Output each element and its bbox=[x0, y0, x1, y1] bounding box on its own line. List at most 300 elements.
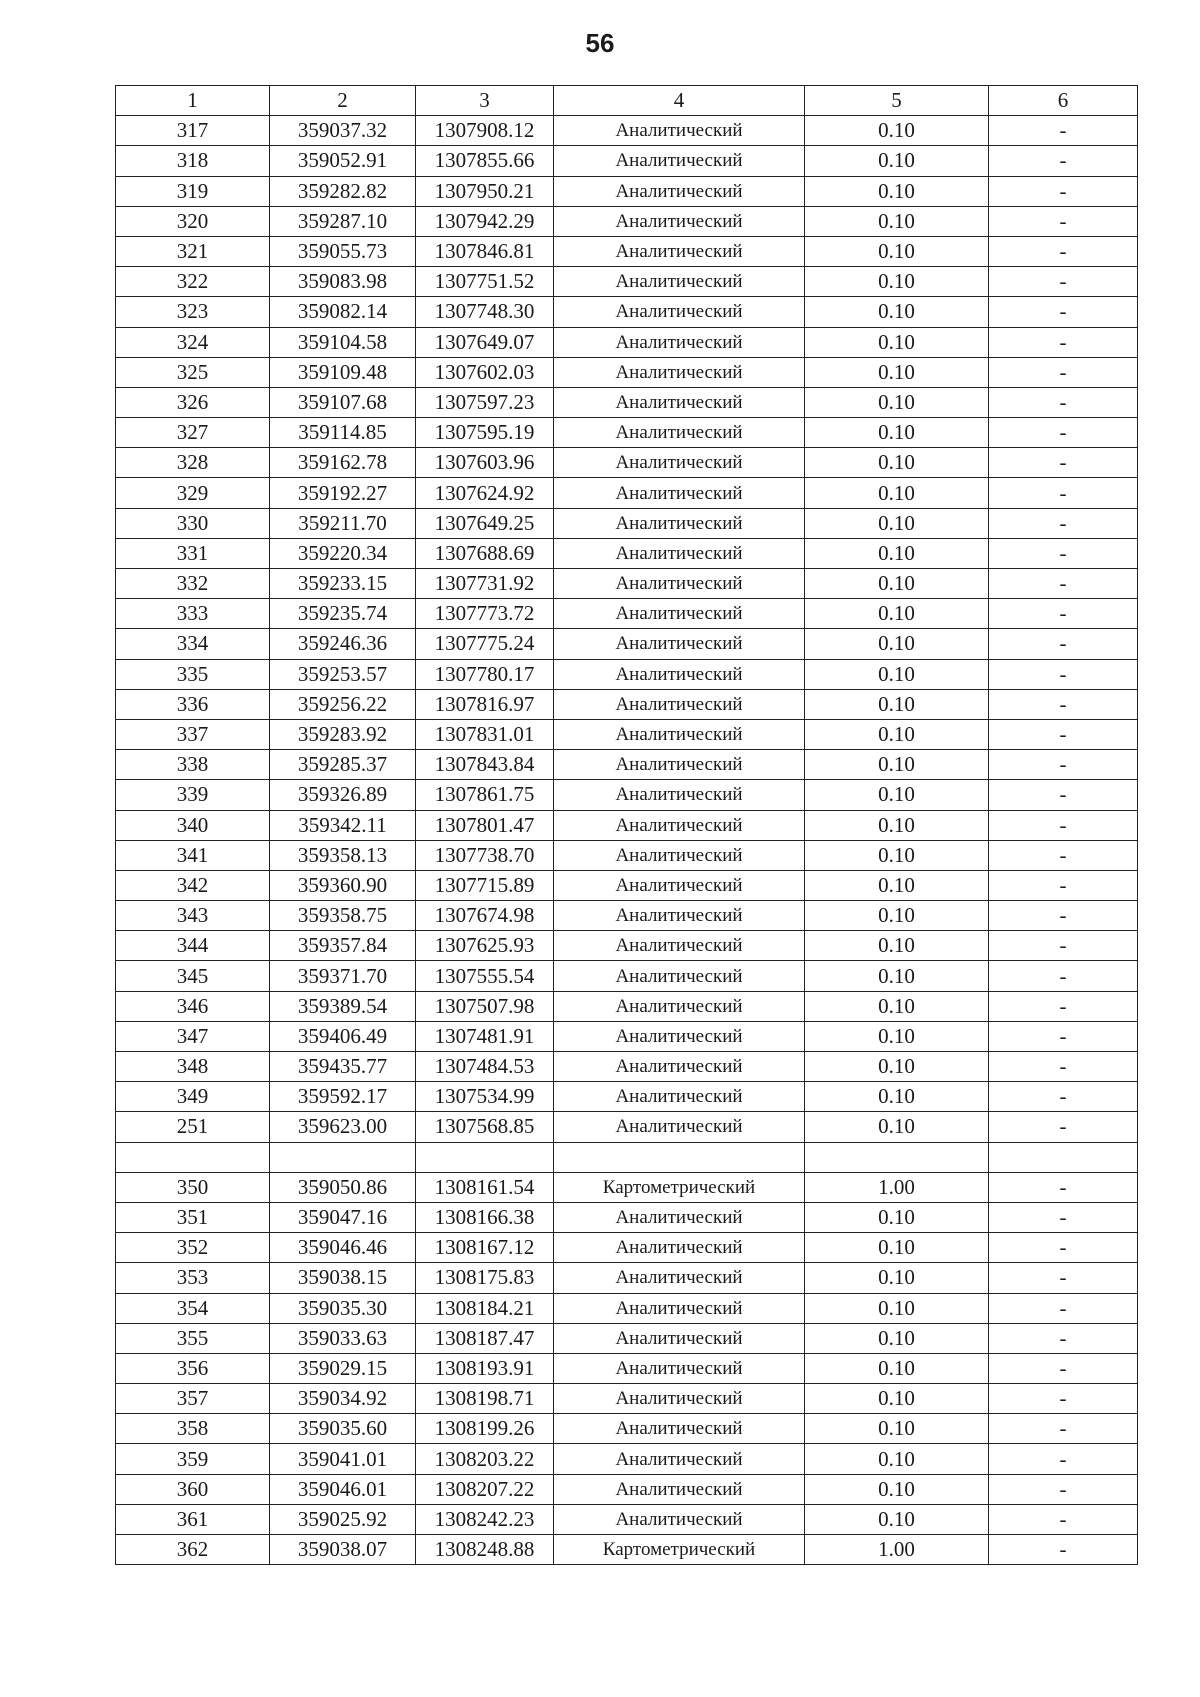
note-cell: - bbox=[989, 750, 1138, 780]
y-coordinate-cell: 1307908.12 bbox=[416, 116, 554, 146]
note-cell: - bbox=[989, 267, 1138, 297]
point-number-cell: 355 bbox=[116, 1323, 270, 1353]
point-number-cell: 329 bbox=[116, 478, 270, 508]
method-cell: Аналитический bbox=[554, 448, 805, 478]
point-number-cell: 323 bbox=[116, 297, 270, 327]
note-cell: - bbox=[989, 1535, 1138, 1565]
y-coordinate-cell: 1307780.17 bbox=[416, 659, 554, 689]
point-number-cell: 337 bbox=[116, 719, 270, 749]
table-row bbox=[116, 1293, 1138, 1323]
method-cell: Картометрический bbox=[554, 1172, 805, 1202]
accuracy-cell: 0.10 bbox=[805, 176, 989, 206]
method-cell: Аналитический bbox=[554, 1414, 805, 1444]
y-coordinate-cell: 1307534.99 bbox=[416, 1082, 554, 1112]
point-number-cell: 345 bbox=[116, 961, 270, 991]
method-cell: Аналитический bbox=[554, 297, 805, 327]
point-number-cell: 356 bbox=[116, 1353, 270, 1383]
accuracy-cell: 0.10 bbox=[805, 116, 989, 146]
method-cell: Аналитический bbox=[554, 418, 805, 448]
point-number-cell: 317 bbox=[116, 116, 270, 146]
table-row bbox=[116, 659, 1138, 689]
y-coordinate-cell: 1307595.19 bbox=[416, 418, 554, 448]
x-coordinate-cell: 359326.89 bbox=[270, 780, 416, 810]
x-coordinate-cell: 359287.10 bbox=[270, 206, 416, 236]
note-cell: - bbox=[989, 780, 1138, 810]
y-coordinate-cell: 1308199.26 bbox=[416, 1414, 554, 1444]
accuracy-cell: 0.10 bbox=[805, 1052, 989, 1082]
y-coordinate-cell: 1307843.84 bbox=[416, 750, 554, 780]
note-cell: - bbox=[989, 1444, 1138, 1474]
x-coordinate-cell: 359358.75 bbox=[270, 901, 416, 931]
note-cell: - bbox=[989, 146, 1138, 176]
point-number-cell: 338 bbox=[116, 750, 270, 780]
x-coordinate-cell: 359592.17 bbox=[270, 1082, 416, 1112]
header-cell-1: 1 bbox=[116, 86, 270, 116]
point-number-cell: 361 bbox=[116, 1504, 270, 1534]
x-coordinate-cell: 359050.86 bbox=[270, 1172, 416, 1202]
method-cell: Аналитический bbox=[554, 387, 805, 417]
y-coordinate-cell: 1307602.03 bbox=[416, 357, 554, 387]
table-row bbox=[116, 1353, 1138, 1383]
point-number-cell: 330 bbox=[116, 508, 270, 538]
note-cell: - bbox=[989, 1021, 1138, 1051]
accuracy-cell: 0.10 bbox=[805, 780, 989, 810]
accuracy-cell: 0.10 bbox=[805, 236, 989, 266]
table-row bbox=[116, 267, 1138, 297]
x-coordinate-cell: 359107.68 bbox=[270, 387, 416, 417]
table-row bbox=[116, 538, 1138, 568]
note-cell: - bbox=[989, 1263, 1138, 1293]
table-row bbox=[116, 1052, 1138, 1082]
accuracy-cell: 1.00 bbox=[805, 1172, 989, 1202]
header-cell-4: 4 bbox=[554, 86, 805, 116]
accuracy-cell: 0.10 bbox=[805, 840, 989, 870]
note-cell: - bbox=[989, 1233, 1138, 1263]
y-coordinate-cell: 1307738.70 bbox=[416, 840, 554, 870]
y-coordinate-cell: 1307816.97 bbox=[416, 689, 554, 719]
note-cell: - bbox=[989, 1504, 1138, 1534]
x-coordinate-cell: 359038.15 bbox=[270, 1263, 416, 1293]
accuracy-cell: 0.10 bbox=[805, 629, 989, 659]
accuracy-cell: 0.10 bbox=[805, 569, 989, 599]
y-coordinate-cell: 1307773.72 bbox=[416, 599, 554, 629]
x-coordinate-cell: 359623.00 bbox=[270, 1112, 416, 1142]
method-cell: Аналитический bbox=[554, 629, 805, 659]
method-cell: Аналитический bbox=[554, 146, 805, 176]
accuracy-cell: 0.10 bbox=[805, 961, 989, 991]
header-row bbox=[116, 86, 1138, 116]
note-cell: - bbox=[989, 629, 1138, 659]
table-row bbox=[116, 1384, 1138, 1414]
note-cell: - bbox=[989, 1414, 1138, 1444]
accuracy-cell: 0.10 bbox=[805, 267, 989, 297]
method-cell: Аналитический bbox=[554, 931, 805, 961]
x-coordinate-cell: 359035.30 bbox=[270, 1293, 416, 1323]
note-cell: - bbox=[989, 418, 1138, 448]
accuracy-cell: 0.10 bbox=[805, 1323, 989, 1353]
x-coordinate-cell: 359037.32 bbox=[270, 116, 416, 146]
accuracy-cell: 0.10 bbox=[805, 478, 989, 508]
y-coordinate-cell: 1308203.22 bbox=[416, 1444, 554, 1474]
point-number-cell: 324 bbox=[116, 327, 270, 357]
note-cell: - bbox=[989, 1353, 1138, 1383]
accuracy-cell: 0.10 bbox=[805, 418, 989, 448]
y-coordinate-cell: 1308166.38 bbox=[416, 1202, 554, 1232]
accuracy-cell: 0.10 bbox=[805, 1414, 989, 1444]
table-row bbox=[116, 1142, 1138, 1172]
y-coordinate-cell: 1307831.01 bbox=[416, 719, 554, 749]
table-row bbox=[116, 236, 1138, 266]
method-cell: Аналитический bbox=[554, 569, 805, 599]
point-number-cell: 333 bbox=[116, 599, 270, 629]
table-row bbox=[116, 418, 1138, 448]
table-row bbox=[116, 448, 1138, 478]
table-row bbox=[116, 1082, 1138, 1112]
point-number-cell: 327 bbox=[116, 418, 270, 448]
accuracy-cell: 0.10 bbox=[805, 508, 989, 538]
accuracy-cell: 0.10 bbox=[805, 327, 989, 357]
method-cell: Аналитический bbox=[554, 116, 805, 146]
x-coordinate-cell: 359104.58 bbox=[270, 327, 416, 357]
y-coordinate-cell: 1307625.93 bbox=[416, 931, 554, 961]
x-coordinate-cell: 359029.15 bbox=[270, 1353, 416, 1383]
method-cell: Аналитический bbox=[554, 176, 805, 206]
point-number-cell: 332 bbox=[116, 569, 270, 599]
accuracy-cell: 0.10 bbox=[805, 689, 989, 719]
point-number-cell: 357 bbox=[116, 1384, 270, 1414]
method-cell: Аналитический bbox=[554, 1052, 805, 1082]
y-coordinate-cell: 1307649.07 bbox=[416, 327, 554, 357]
note-cell: - bbox=[989, 840, 1138, 870]
note-cell: - bbox=[989, 719, 1138, 749]
x-coordinate-cell: 359025.92 bbox=[270, 1504, 416, 1534]
note-cell: - bbox=[989, 327, 1138, 357]
method-cell: Аналитический bbox=[554, 750, 805, 780]
accuracy-cell: 0.10 bbox=[805, 659, 989, 689]
table-row bbox=[116, 780, 1138, 810]
point-number-cell: 336 bbox=[116, 689, 270, 719]
y-coordinate-cell: 1307568.85 bbox=[416, 1112, 554, 1142]
x-coordinate-cell: 359389.54 bbox=[270, 991, 416, 1021]
point-number-cell: 339 bbox=[116, 780, 270, 810]
accuracy-cell: 0.10 bbox=[805, 538, 989, 568]
y-coordinate-cell: 1307731.92 bbox=[416, 569, 554, 599]
table-row bbox=[116, 1172, 1138, 1202]
point-number-cell: 321 bbox=[116, 236, 270, 266]
point-number-cell: 349 bbox=[116, 1082, 270, 1112]
note-cell: - bbox=[989, 297, 1138, 327]
accuracy-cell: 0.10 bbox=[805, 719, 989, 749]
method-cell: Аналитический bbox=[554, 810, 805, 840]
accuracy-cell: 0.10 bbox=[805, 1293, 989, 1323]
note-cell: - bbox=[989, 659, 1138, 689]
method-cell: Картометрический bbox=[554, 1535, 805, 1565]
table-row bbox=[116, 901, 1138, 931]
point-number-cell: 251 bbox=[116, 1112, 270, 1142]
x-coordinate-cell: 359283.92 bbox=[270, 719, 416, 749]
note-cell: - bbox=[989, 1082, 1138, 1112]
note-cell: - bbox=[989, 1323, 1138, 1353]
y-coordinate-cell: 1307775.24 bbox=[416, 629, 554, 659]
note-cell: - bbox=[989, 448, 1138, 478]
x-coordinate-cell: 359082.14 bbox=[270, 297, 416, 327]
y-coordinate-cell: 1307950.21 bbox=[416, 176, 554, 206]
point-number-cell: 346 bbox=[116, 991, 270, 1021]
method-cell: Аналитический bbox=[554, 780, 805, 810]
x-coordinate-cell: 359046.46 bbox=[270, 1233, 416, 1263]
y-coordinate-cell: 1308187.47 bbox=[416, 1323, 554, 1353]
point-number-cell: 351 bbox=[116, 1202, 270, 1232]
y-coordinate-cell: 1307861.75 bbox=[416, 780, 554, 810]
method-cell: Аналитический bbox=[554, 206, 805, 236]
accuracy-cell: 0.10 bbox=[805, 1021, 989, 1051]
table-row bbox=[116, 1233, 1138, 1263]
y-coordinate-cell: 1307484.53 bbox=[416, 1052, 554, 1082]
note-cell: - bbox=[989, 478, 1138, 508]
table-header bbox=[116, 86, 1138, 116]
table-row bbox=[116, 116, 1138, 146]
table-row bbox=[116, 629, 1138, 659]
method-cell: Аналитический bbox=[554, 991, 805, 1021]
accuracy-cell: 0.10 bbox=[805, 1474, 989, 1504]
accuracy-cell: 0.10 bbox=[805, 1202, 989, 1232]
table-row bbox=[116, 1444, 1138, 1474]
x-coordinate-cell: 359162.78 bbox=[270, 448, 416, 478]
note-cell: - bbox=[989, 1112, 1138, 1142]
x-coordinate-cell: 359035.60 bbox=[270, 1414, 416, 1444]
table-row bbox=[116, 327, 1138, 357]
table-row bbox=[116, 719, 1138, 749]
note-cell: - bbox=[989, 1384, 1138, 1414]
y-coordinate-cell: 1307855.66 bbox=[416, 146, 554, 176]
y-coordinate-cell: 1307555.54 bbox=[416, 961, 554, 991]
x-coordinate-cell: 359233.15 bbox=[270, 569, 416, 599]
method-cell: Аналитический bbox=[554, 961, 805, 991]
table-row bbox=[116, 961, 1138, 991]
y-coordinate-cell: 1307688.69 bbox=[416, 538, 554, 568]
x-coordinate-cell: 359041.01 bbox=[270, 1444, 416, 1474]
y-coordinate-cell: 1308167.12 bbox=[416, 1233, 554, 1263]
x-coordinate-cell: 359192.27 bbox=[270, 478, 416, 508]
x-coordinate-cell: 359360.90 bbox=[270, 870, 416, 900]
accuracy-cell: 0.10 bbox=[805, 206, 989, 236]
y-coordinate-cell: 1307748.30 bbox=[416, 297, 554, 327]
x-coordinate-cell: 359235.74 bbox=[270, 599, 416, 629]
x-coordinate-cell: 359083.98 bbox=[270, 267, 416, 297]
y-coordinate-cell: 1308242.23 bbox=[416, 1504, 554, 1534]
page-number: 56 bbox=[585, 28, 615, 58]
point-number-cell: 352 bbox=[116, 1233, 270, 1263]
note-cell: - bbox=[989, 1474, 1138, 1504]
x-coordinate-cell: 359220.34 bbox=[270, 538, 416, 568]
table-row bbox=[116, 689, 1138, 719]
accuracy-cell: 0.10 bbox=[805, 1082, 989, 1112]
method-cell: Аналитический bbox=[554, 327, 805, 357]
table-row bbox=[116, 991, 1138, 1021]
x-coordinate-cell: 359342.11 bbox=[270, 810, 416, 840]
y-coordinate-cell: 1308248.88 bbox=[416, 1535, 554, 1565]
accuracy-cell: 0.10 bbox=[805, 870, 989, 900]
table-row bbox=[116, 508, 1138, 538]
note-cell: - bbox=[989, 991, 1138, 1021]
y-coordinate-cell: 1307674.98 bbox=[416, 901, 554, 931]
note-cell: - bbox=[989, 1202, 1138, 1232]
accuracy-cell: 0.10 bbox=[805, 146, 989, 176]
y-coordinate-cell: 1308193.91 bbox=[416, 1353, 554, 1383]
note-cell: - bbox=[989, 961, 1138, 991]
x-coordinate-cell: 359211.70 bbox=[270, 508, 416, 538]
point-number-cell: 353 bbox=[116, 1263, 270, 1293]
y-coordinate-cell: 1307715.89 bbox=[416, 870, 554, 900]
accuracy-cell: 0.10 bbox=[805, 991, 989, 1021]
accuracy-cell: 0.10 bbox=[805, 750, 989, 780]
accuracy-cell: 0.10 bbox=[805, 810, 989, 840]
table-row bbox=[116, 870, 1138, 900]
x-coordinate-cell: 359038.07 bbox=[270, 1535, 416, 1565]
method-cell: Аналитический bbox=[554, 1263, 805, 1293]
y-coordinate-cell bbox=[416, 1142, 554, 1172]
note-cell: - bbox=[989, 508, 1138, 538]
note-cell: - bbox=[989, 569, 1138, 599]
table-row bbox=[116, 1021, 1138, 1051]
x-coordinate-cell: 359114.85 bbox=[270, 418, 416, 448]
method-cell: Аналитический bbox=[554, 599, 805, 629]
y-coordinate-cell: 1307507.98 bbox=[416, 991, 554, 1021]
note-cell: - bbox=[989, 810, 1138, 840]
point-number-cell: 342 bbox=[116, 870, 270, 900]
y-coordinate-cell: 1307624.92 bbox=[416, 478, 554, 508]
table-row bbox=[116, 810, 1138, 840]
x-coordinate-cell: 359358.13 bbox=[270, 840, 416, 870]
table-row bbox=[116, 1202, 1138, 1232]
method-cell: Аналитический bbox=[554, 840, 805, 870]
y-coordinate-cell: 1307649.25 bbox=[416, 508, 554, 538]
x-coordinate-cell: 359406.49 bbox=[270, 1021, 416, 1051]
accuracy-cell: 0.10 bbox=[805, 387, 989, 417]
accuracy-cell: 0.10 bbox=[805, 1353, 989, 1383]
point-number-cell: 318 bbox=[116, 146, 270, 176]
method-cell: Аналитический bbox=[554, 659, 805, 689]
x-coordinate-cell: 359253.57 bbox=[270, 659, 416, 689]
point-number-cell: 319 bbox=[116, 176, 270, 206]
note-cell: - bbox=[989, 176, 1138, 206]
y-coordinate-cell: 1307481.91 bbox=[416, 1021, 554, 1051]
table-row bbox=[116, 1535, 1138, 1565]
table-row bbox=[116, 357, 1138, 387]
note-cell: - bbox=[989, 1293, 1138, 1323]
x-coordinate-cell: 359055.73 bbox=[270, 236, 416, 266]
point-number-cell: 331 bbox=[116, 538, 270, 568]
note-cell: - bbox=[989, 870, 1138, 900]
accuracy-cell: 0.10 bbox=[805, 1384, 989, 1414]
table-row bbox=[116, 569, 1138, 599]
coordinates-table bbox=[115, 85, 1138, 1565]
y-coordinate-cell: 1307801.47 bbox=[416, 810, 554, 840]
x-coordinate-cell: 359435.77 bbox=[270, 1052, 416, 1082]
point-number-cell: 335 bbox=[116, 659, 270, 689]
accuracy-cell: 0.10 bbox=[805, 1112, 989, 1142]
x-coordinate-cell: 359047.16 bbox=[270, 1202, 416, 1232]
accuracy-cell: 0.10 bbox=[805, 448, 989, 478]
point-number-cell bbox=[116, 1142, 270, 1172]
method-cell bbox=[554, 1142, 805, 1172]
point-number-cell: 325 bbox=[116, 357, 270, 387]
method-cell: Аналитический bbox=[554, 538, 805, 568]
method-cell: Аналитический bbox=[554, 1021, 805, 1051]
note-cell: - bbox=[989, 689, 1138, 719]
note-cell: - bbox=[989, 931, 1138, 961]
note-cell: - bbox=[989, 236, 1138, 266]
note-cell: - bbox=[989, 116, 1138, 146]
x-coordinate-cell bbox=[270, 1142, 416, 1172]
x-coordinate-cell: 359282.82 bbox=[270, 176, 416, 206]
table-row bbox=[116, 146, 1138, 176]
method-cell: Аналитический bbox=[554, 267, 805, 297]
accuracy-cell: 0.10 bbox=[805, 1233, 989, 1263]
point-number-cell: 362 bbox=[116, 1535, 270, 1565]
x-coordinate-cell: 359046.01 bbox=[270, 1474, 416, 1504]
table-row bbox=[116, 599, 1138, 629]
note-cell: - bbox=[989, 206, 1138, 236]
x-coordinate-cell: 359033.63 bbox=[270, 1323, 416, 1353]
table-row bbox=[116, 206, 1138, 236]
y-coordinate-cell: 1308198.71 bbox=[416, 1384, 554, 1414]
method-cell: Аналитический bbox=[554, 1293, 805, 1323]
point-number-cell: 340 bbox=[116, 810, 270, 840]
table-row bbox=[116, 1474, 1138, 1504]
method-cell: Аналитический bbox=[554, 1353, 805, 1383]
table-row bbox=[116, 297, 1138, 327]
method-cell: Аналитический bbox=[554, 478, 805, 508]
table-body bbox=[116, 116, 1138, 1565]
note-cell: - bbox=[989, 901, 1138, 931]
y-coordinate-cell: 1308207.22 bbox=[416, 1474, 554, 1504]
note-cell: - bbox=[989, 387, 1138, 417]
method-cell: Аналитический bbox=[554, 1202, 805, 1232]
method-cell: Аналитический bbox=[554, 1233, 805, 1263]
note-cell: - bbox=[989, 1052, 1138, 1082]
y-coordinate-cell: 1307942.29 bbox=[416, 206, 554, 236]
header-cell-3: 3 bbox=[416, 86, 554, 116]
point-number-cell: 343 bbox=[116, 901, 270, 931]
method-cell: Аналитический bbox=[554, 1323, 805, 1353]
table-row bbox=[116, 1112, 1138, 1142]
accuracy-cell: 0.10 bbox=[805, 901, 989, 931]
method-cell: Аналитический bbox=[554, 236, 805, 266]
point-number-cell: 326 bbox=[116, 387, 270, 417]
point-number-cell: 360 bbox=[116, 1474, 270, 1504]
header-cell-5: 5 bbox=[805, 86, 989, 116]
method-cell: Аналитический bbox=[554, 1444, 805, 1474]
table-row bbox=[116, 478, 1138, 508]
table-row bbox=[116, 1504, 1138, 1534]
point-number-cell: 328 bbox=[116, 448, 270, 478]
header-cell-2: 2 bbox=[270, 86, 416, 116]
note-cell bbox=[989, 1142, 1138, 1172]
table-row bbox=[116, 931, 1138, 961]
accuracy-cell bbox=[805, 1142, 989, 1172]
x-coordinate-cell: 359052.91 bbox=[270, 146, 416, 176]
accuracy-cell: 1.00 bbox=[805, 1535, 989, 1565]
y-coordinate-cell: 1308175.83 bbox=[416, 1263, 554, 1293]
y-coordinate-cell: 1307846.81 bbox=[416, 236, 554, 266]
method-cell: Аналитический bbox=[554, 508, 805, 538]
table-row bbox=[116, 1414, 1138, 1444]
x-coordinate-cell: 359357.84 bbox=[270, 931, 416, 961]
accuracy-cell: 0.10 bbox=[805, 297, 989, 327]
point-number-cell: 350 bbox=[116, 1172, 270, 1202]
accuracy-cell: 0.10 bbox=[805, 1444, 989, 1474]
